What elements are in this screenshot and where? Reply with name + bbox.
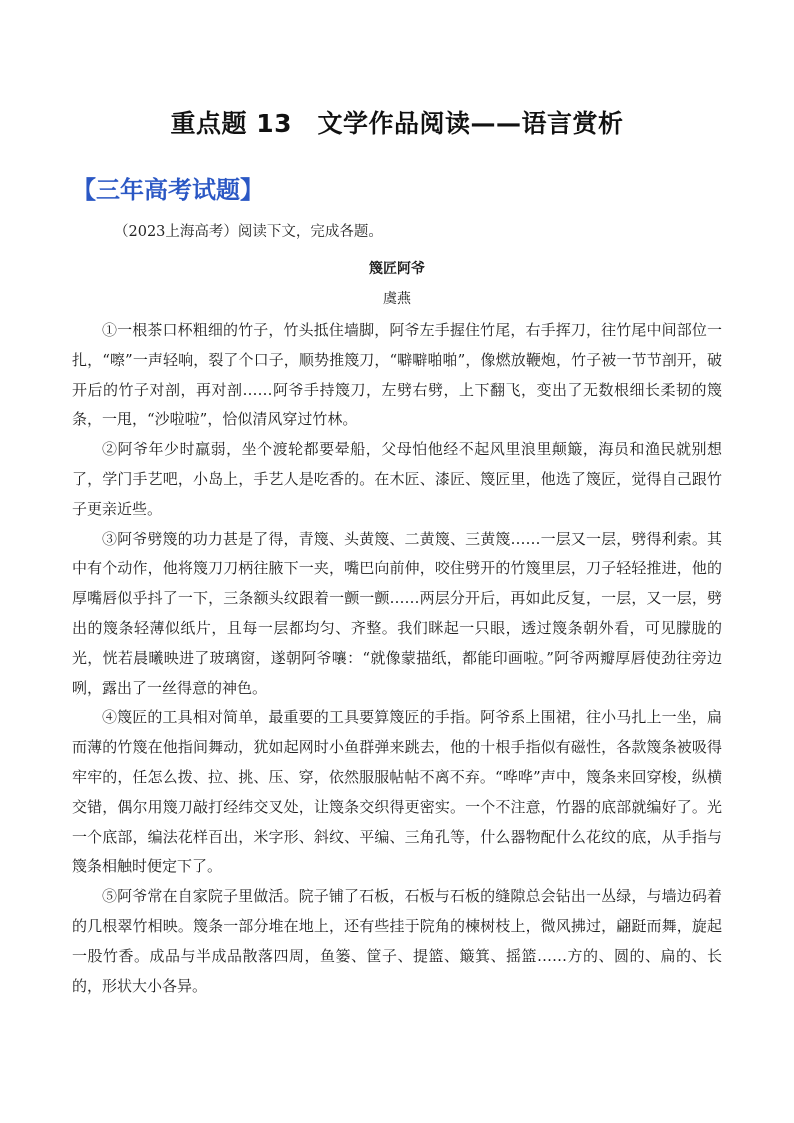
question-intro: （2023上海高考）阅读下文，完成各题。 [114,224,383,240]
paragraph-5: ⑤阿爷常在自家院子里做活。院子铺了石板，石板与石板的缝隙总会钻出一丛绿，与墙边码着的几根翠竹相映。篾条一部分堆在地上，还有些挂于院角的楝树枝上，微风拂过，翩跹而舞，旋起一股竹香。成品与半成品散落四周，鱼篓、筐子、提篮、簸箕、摇篮……方的、圆的、扁的、长的，形状大小各异。 [72,887,722,995]
article-body [72,316,722,1001]
paragraph-2: ②阿爷年少时羸弱，坐个渡轮都要晕船，父母怕他经不起风里浪里颠簸，海员和渔民就别想了，学门手艺吧，小岛上，手艺人是吃香的。在木匠、漆匠、篾匠里，他选了篾匠，觉得自己跟竹子更亲近些。 [72,440,722,518]
paragraph-3: ③阿爷劈篾的功力甚是了得，青篾、头黄篾、二黄篾、三黄篾……一层又一层，劈得利索。其中有个动作，他将篾刀刀柄往腋下一夹，嘴巴向前伸，咬住劈开的竹篾里层，刀子轻轻推进，他的厚嘴唇似乎抖了一下，三条额头纹跟着一颤一颤……两层分开后，再如此反复，一层，又一层，劈出的篾条轻薄似纸片，且每一层都均匀、齐整。我们眯起一只眼，透过篾条朝外看，可见朦胧的光，恍若晨曦映进了玻璃窗，遂朝阿爷嚷：“就像蒙描纸，都能印画啦。”阿爷两瓣厚唇使劲往旁边咧，露出了一丝得意的神色。 [72,529,722,697]
paragraph-1: ①一根茶口杯粗细的竹子，竹头抵住墙脚，阿爷左手握住竹尾，右手挥刀，往竹尾中间部位一扎，“嚓”一声轻响，裂了个口子，顺势推篾刀，“噼噼啪啪”，像燃放鞭炮，竹子被一节节剖开，破开后的竹子对剖，再对剖……阿爷手持篾刀，左劈右劈，上下翻飞，变出了无数根细长柔韧的篾条，一甩，“沙啦啦”，恰似清风穿过竹林。 [72,321,722,429]
paragraph-4: ④篾匠的工具相对简单，最重要的工具要算篾匠的手指。阿爷系上围裙，往小马扎上一坐，扁而薄的竹篾在他指间舞动，犹如起网时小鱼群弹来跳去，他的十根手指似有磁性，各款篾条被吸得牢牢的，任怎么拨、拉、挑、压、穿，依然服服帖帖不离不弃。“哗哗”声中，篾条来回穿梭，纵横交错，偶尔用篾刀敲打经纬交叉处，让篾条交织得更密实。一个不注意，竹器的底部就编好了。光一个底部，编法花样百出，米字形、斜纹、平编、三角孔等，什么器物配什么花纹的底，从手指与篾条相触时便定下了。 [72,708,722,876]
section-header: 【三年高考试题】 [72,176,264,204]
article-author: 虞燕 [383,291,411,307]
page-title: 重点题 13 文学作品阅读——语言赏析 [170,109,624,138]
article-title: 篾匠阿爷 [369,261,425,277]
